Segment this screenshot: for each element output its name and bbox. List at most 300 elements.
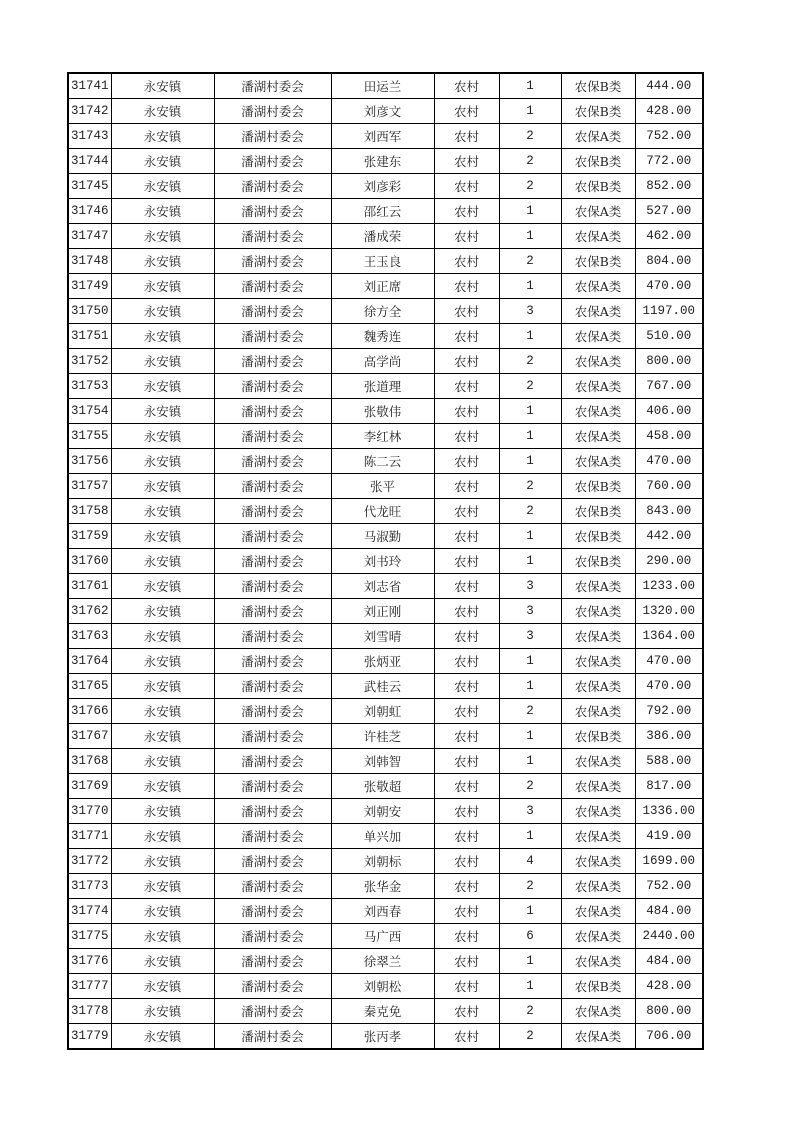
cell-area: 农村: [434, 574, 499, 599]
cell-village: 潘湖村委会: [214, 499, 331, 524]
cell-amount: 1364.00: [635, 624, 703, 649]
cell-amount: 484.00: [635, 949, 703, 974]
cell-amount: 510.00: [635, 324, 703, 349]
cell-id: 31752: [68, 349, 111, 374]
cell-amount: 752.00: [635, 124, 703, 149]
table-row: [68, 274, 703, 299]
cell-household-size: 1: [499, 899, 561, 924]
cell-town: 永安镇: [111, 624, 214, 649]
cell-name: 徐方全: [331, 299, 434, 324]
cell-category: 农保A类: [561, 949, 635, 974]
cell-name: 徐翠兰: [331, 949, 434, 974]
cell-town: 永安镇: [111, 949, 214, 974]
cell-town: 永安镇: [111, 999, 214, 1024]
cell-village: 潘湖村委会: [214, 824, 331, 849]
cell-village: 潘湖村委会: [214, 324, 331, 349]
cell-name: 张建东: [331, 149, 434, 174]
cell-category: 农保A类: [561, 1024, 635, 1050]
cell-village: 潘湖村委会: [214, 924, 331, 949]
cell-town: 永安镇: [111, 574, 214, 599]
table-row: [68, 474, 703, 499]
cell-id: 31753: [68, 374, 111, 399]
cell-category: 农保B类: [561, 99, 635, 124]
cell-name: 武桂云: [331, 674, 434, 699]
cell-town: 永安镇: [111, 99, 214, 124]
cell-area: 农村: [434, 399, 499, 424]
cell-household-size: 3: [499, 799, 561, 824]
cell-household-size: 1: [499, 424, 561, 449]
cell-town: 永安镇: [111, 699, 214, 724]
cell-area: 农村: [434, 324, 499, 349]
cell-village: 潘湖村委会: [214, 749, 331, 774]
cell-id: 31762: [68, 599, 111, 624]
cell-town: 永安镇: [111, 549, 214, 574]
cell-village: 潘湖村委会: [214, 124, 331, 149]
table-row: [68, 899, 703, 924]
cell-town: 永安镇: [111, 924, 214, 949]
cell-category: 农保A类: [561, 299, 635, 324]
cell-town: 永安镇: [111, 349, 214, 374]
cell-name: 张敬伟: [331, 399, 434, 424]
cell-category: 农保A类: [561, 224, 635, 249]
cell-household-size: 3: [499, 599, 561, 624]
table-row: [68, 699, 703, 724]
table-row: [68, 199, 703, 224]
cell-category: 农保B类: [561, 474, 635, 499]
cell-town: 永安镇: [111, 224, 214, 249]
cell-category: 农保B类: [561, 724, 635, 749]
table-row: [68, 749, 703, 774]
cell-amount: 470.00: [635, 649, 703, 674]
cell-amount: 792.00: [635, 699, 703, 724]
table-row: [68, 674, 703, 699]
table-row: [68, 124, 703, 149]
cell-id: 31754: [68, 399, 111, 424]
cell-area: 农村: [434, 499, 499, 524]
cell-category: 农保B类: [561, 499, 635, 524]
table-row: [68, 499, 703, 524]
cell-town: 永安镇: [111, 73, 214, 99]
cell-household-size: 1: [499, 73, 561, 99]
cell-area: 农村: [434, 274, 499, 299]
cell-area: 农村: [434, 73, 499, 99]
cell-town: 永安镇: [111, 874, 214, 899]
cell-amount: 752.00: [635, 874, 703, 899]
cell-area: 农村: [434, 899, 499, 924]
cell-town: 永安镇: [111, 399, 214, 424]
cell-category: 农保A类: [561, 649, 635, 674]
table-row: [68, 624, 703, 649]
table-row: [68, 849, 703, 874]
cell-amount: 1320.00: [635, 599, 703, 624]
table-body: [68, 73, 703, 1049]
cell-category: 农保A类: [561, 599, 635, 624]
cell-amount: 428.00: [635, 99, 703, 124]
table-row: [68, 99, 703, 124]
cell-village: 潘湖村委会: [214, 799, 331, 824]
cell-area: 农村: [434, 1024, 499, 1050]
cell-category: 农保A类: [561, 849, 635, 874]
cell-category: 农保A类: [561, 574, 635, 599]
cell-category: 农保A类: [561, 824, 635, 849]
cell-village: 潘湖村委会: [214, 1024, 331, 1050]
cell-village: 潘湖村委会: [214, 249, 331, 274]
cell-id: 31743: [68, 124, 111, 149]
cell-id: 31771: [68, 824, 111, 849]
cell-village: 潘湖村委会: [214, 599, 331, 624]
cell-village: 潘湖村委会: [214, 474, 331, 499]
cell-town: 永安镇: [111, 424, 214, 449]
cell-name: 邵红云: [331, 199, 434, 224]
cell-village: 潘湖村委会: [214, 899, 331, 924]
cell-town: 永安镇: [111, 324, 214, 349]
cell-name: 陈二云: [331, 449, 434, 474]
cell-name: 张敬超: [331, 774, 434, 799]
table-row: [68, 649, 703, 674]
cell-category: 农保A类: [561, 424, 635, 449]
cell-area: 农村: [434, 199, 499, 224]
table-row: [68, 149, 703, 174]
cell-village: 潘湖村委会: [214, 974, 331, 999]
cell-id: 31766: [68, 699, 111, 724]
cell-village: 潘湖村委会: [214, 549, 331, 574]
cell-id: 31744: [68, 149, 111, 174]
cell-id: 31742: [68, 99, 111, 124]
cell-amount: 386.00: [635, 724, 703, 749]
cell-name: 王玉良: [331, 249, 434, 274]
cell-category: 农保A类: [561, 749, 635, 774]
cell-id: 31759: [68, 524, 111, 549]
cell-id: 31765: [68, 674, 111, 699]
cell-household-size: 1: [499, 674, 561, 699]
cell-id: 31769: [68, 774, 111, 799]
cell-village: 潘湖村委会: [214, 149, 331, 174]
cell-village: 潘湖村委会: [214, 624, 331, 649]
cell-area: 农村: [434, 624, 499, 649]
cell-category: 农保B类: [561, 974, 635, 999]
cell-area: 农村: [434, 224, 499, 249]
cell-household-size: 3: [499, 299, 561, 324]
cell-name: 刘西春: [331, 899, 434, 924]
cell-id: 31755: [68, 424, 111, 449]
cell-amount: 1699.00: [635, 849, 703, 874]
table-row: [68, 449, 703, 474]
cell-category: 农保A类: [561, 774, 635, 799]
cell-amount: 462.00: [635, 224, 703, 249]
cell-area: 农村: [434, 799, 499, 824]
cell-village: 潘湖村委会: [214, 774, 331, 799]
cell-id: 31741: [68, 73, 111, 99]
table-row: [68, 824, 703, 849]
cell-name: 马淑勤: [331, 524, 434, 549]
table-row: [68, 174, 703, 199]
cell-area: 农村: [434, 999, 499, 1024]
cell-area: 农村: [434, 149, 499, 174]
cell-town: 永安镇: [111, 1024, 214, 1050]
cell-name: 张丙孝: [331, 1024, 434, 1050]
cell-area: 农村: [434, 99, 499, 124]
table-row: [68, 374, 703, 399]
cell-household-size: 1: [499, 199, 561, 224]
cell-id: 31747: [68, 224, 111, 249]
cell-name: 刘朝标: [331, 849, 434, 874]
cell-household-size: 2: [499, 999, 561, 1024]
cell-village: 潘湖村委会: [214, 399, 331, 424]
cell-name: 李红林: [331, 424, 434, 449]
cell-village: 潘湖村委会: [214, 424, 331, 449]
cell-household-size: 2: [499, 474, 561, 499]
cell-village: 潘湖村委会: [214, 999, 331, 1024]
cell-town: 永安镇: [111, 899, 214, 924]
cell-category: 农保A类: [561, 624, 635, 649]
cell-town: 永安镇: [111, 674, 214, 699]
cell-area: 农村: [434, 924, 499, 949]
cell-id: 31745: [68, 174, 111, 199]
cell-category: 农保A类: [561, 924, 635, 949]
cell-town: 永安镇: [111, 249, 214, 274]
cell-amount: 290.00: [635, 549, 703, 574]
table-row: [68, 799, 703, 824]
cell-household-size: 1: [499, 724, 561, 749]
cell-id: 31770: [68, 799, 111, 824]
cell-name: 张炳亚: [331, 649, 434, 674]
cell-area: 农村: [434, 424, 499, 449]
cell-name: 刘朝安: [331, 799, 434, 824]
table-row: [68, 599, 703, 624]
cell-name: 刘韩智: [331, 749, 434, 774]
cell-household-size: 2: [499, 249, 561, 274]
cell-area: 农村: [434, 549, 499, 574]
cell-amount: 767.00: [635, 374, 703, 399]
cell-town: 永安镇: [111, 649, 214, 674]
cell-town: 永安镇: [111, 449, 214, 474]
cell-id: 31758: [68, 499, 111, 524]
table-row: [68, 299, 703, 324]
cell-amount: 442.00: [635, 524, 703, 549]
cell-amount: 458.00: [635, 424, 703, 449]
cell-town: 永安镇: [111, 524, 214, 549]
cell-amount: 804.00: [635, 249, 703, 274]
cell-town: 永安镇: [111, 974, 214, 999]
cell-id: 31776: [68, 949, 111, 974]
table-row: [68, 249, 703, 274]
cell-area: 农村: [434, 449, 499, 474]
table-row: [68, 324, 703, 349]
cell-id: 31757: [68, 474, 111, 499]
cell-village: 潘湖村委会: [214, 524, 331, 549]
cell-id: 31746: [68, 199, 111, 224]
cell-village: 潘湖村委会: [214, 449, 331, 474]
cell-name: 刘志省: [331, 574, 434, 599]
cell-area: 农村: [434, 849, 499, 874]
cell-id: 31761: [68, 574, 111, 599]
cell-town: 永安镇: [111, 824, 214, 849]
cell-town: 永安镇: [111, 774, 214, 799]
cell-area: 农村: [434, 749, 499, 774]
table-row: [68, 349, 703, 374]
cell-village: 潘湖村委会: [214, 724, 331, 749]
table-row: [68, 974, 703, 999]
cell-household-size: 2: [499, 149, 561, 174]
cell-household-size: 1: [499, 399, 561, 424]
cell-amount: 800.00: [635, 349, 703, 374]
cell-area: 农村: [434, 974, 499, 999]
cell-household-size: 2: [499, 699, 561, 724]
cell-household-size: 2: [499, 499, 561, 524]
cell-town: 永安镇: [111, 299, 214, 324]
cell-amount: 817.00: [635, 774, 703, 799]
cell-name: 秦克免: [331, 999, 434, 1024]
cell-category: 农保A类: [561, 349, 635, 374]
cell-village: 潘湖村委会: [214, 299, 331, 324]
cell-area: 农村: [434, 349, 499, 374]
cell-name: 张华金: [331, 874, 434, 899]
cell-amount: 444.00: [635, 73, 703, 99]
table-row: [68, 774, 703, 799]
cell-village: 潘湖村委会: [214, 674, 331, 699]
cell-name: 刘正刚: [331, 599, 434, 624]
cell-household-size: 1: [499, 549, 561, 574]
cell-household-size: 3: [499, 624, 561, 649]
cell-id: 31772: [68, 849, 111, 874]
cell-town: 永安镇: [111, 124, 214, 149]
table-row: [68, 999, 703, 1024]
cell-name: 刘正席: [331, 274, 434, 299]
cell-amount: 852.00: [635, 174, 703, 199]
table-row: [68, 549, 703, 574]
cell-household-size: 1: [499, 224, 561, 249]
cell-household-size: 2: [499, 349, 561, 374]
cell-name: 单兴加: [331, 824, 434, 849]
cell-id: 31778: [68, 999, 111, 1024]
cell-category: 农保A类: [561, 699, 635, 724]
cell-village: 潘湖村委会: [214, 349, 331, 374]
table-row: [68, 949, 703, 974]
cell-household-size: 2: [499, 124, 561, 149]
cell-town: 永安镇: [111, 199, 214, 224]
cell-id: 31779: [68, 1024, 111, 1050]
cell-amount: 800.00: [635, 999, 703, 1024]
cell-category: 农保B类: [561, 174, 635, 199]
cell-household-size: 1: [499, 949, 561, 974]
cell-category: 农保A类: [561, 399, 635, 424]
cell-name: 许桂芝: [331, 724, 434, 749]
cell-household-size: 1: [499, 749, 561, 774]
cell-name: 张平: [331, 474, 434, 499]
cell-category: 农保A类: [561, 124, 635, 149]
cell-name: 刘朝松: [331, 974, 434, 999]
cell-category: 农保A类: [561, 374, 635, 399]
cell-household-size: 3: [499, 574, 561, 599]
table-row: [68, 1024, 703, 1050]
table-row: [68, 574, 703, 599]
cell-amount: 843.00: [635, 499, 703, 524]
cell-category: 农保B类: [561, 149, 635, 174]
cell-id: 31756: [68, 449, 111, 474]
cell-household-size: 2: [499, 774, 561, 799]
cell-id: 31767: [68, 724, 111, 749]
cell-town: 永安镇: [111, 474, 214, 499]
cell-village: 潘湖村委会: [214, 949, 331, 974]
cell-household-size: 6: [499, 924, 561, 949]
cell-household-size: 1: [499, 524, 561, 549]
cell-town: 永安镇: [111, 149, 214, 174]
cell-household-size: 2: [499, 1024, 561, 1050]
benefit-roster-table: [67, 72, 704, 1050]
cell-id: 31777: [68, 974, 111, 999]
cell-category: 农保A类: [561, 799, 635, 824]
cell-amount: 428.00: [635, 974, 703, 999]
table-row: [68, 399, 703, 424]
cell-amount: 706.00: [635, 1024, 703, 1050]
cell-village: 潘湖村委会: [214, 274, 331, 299]
cell-amount: 1233.00: [635, 574, 703, 599]
cell-town: 永安镇: [111, 849, 214, 874]
cell-area: 农村: [434, 699, 499, 724]
cell-town: 永安镇: [111, 799, 214, 824]
cell-household-size: 1: [499, 649, 561, 674]
cell-name: 潘成荣: [331, 224, 434, 249]
cell-category: 农保B类: [561, 549, 635, 574]
cell-name: 张道理: [331, 374, 434, 399]
cell-town: 永安镇: [111, 174, 214, 199]
cell-area: 农村: [434, 874, 499, 899]
cell-name: 高学尚: [331, 349, 434, 374]
table-row: [68, 224, 703, 249]
cell-category: 农保A类: [561, 324, 635, 349]
cell-category: 农保B类: [561, 524, 635, 549]
cell-name: 田运兰: [331, 73, 434, 99]
cell-amount: 1197.00: [635, 299, 703, 324]
cell-household-size: 1: [499, 274, 561, 299]
cell-household-size: 4: [499, 849, 561, 874]
cell-category: 农保A类: [561, 199, 635, 224]
cell-category: 农保A类: [561, 999, 635, 1024]
cell-area: 农村: [434, 599, 499, 624]
cell-id: 31760: [68, 549, 111, 574]
table-row: [68, 73, 703, 99]
cell-amount: 760.00: [635, 474, 703, 499]
cell-household-size: 2: [499, 374, 561, 399]
cell-household-size: 2: [499, 874, 561, 899]
cell-category: 农保B类: [561, 249, 635, 274]
cell-area: 农村: [434, 724, 499, 749]
cell-town: 永安镇: [111, 599, 214, 624]
cell-village: 潘湖村委会: [214, 699, 331, 724]
cell-amount: 470.00: [635, 274, 703, 299]
cell-area: 农村: [434, 174, 499, 199]
cell-household-size: 1: [499, 449, 561, 474]
cell-household-size: 1: [499, 324, 561, 349]
cell-area: 农村: [434, 674, 499, 699]
cell-id: 31775: [68, 924, 111, 949]
cell-id: 31774: [68, 899, 111, 924]
cell-amount: 406.00: [635, 399, 703, 424]
cell-amount: 527.00: [635, 199, 703, 224]
cell-area: 农村: [434, 824, 499, 849]
cell-village: 潘湖村委会: [214, 199, 331, 224]
cell-name: 刘彦文: [331, 99, 434, 124]
cell-name: 刘书玲: [331, 549, 434, 574]
cell-category: 农保A类: [561, 674, 635, 699]
cell-area: 农村: [434, 474, 499, 499]
table-row: [68, 924, 703, 949]
cell-town: 永安镇: [111, 499, 214, 524]
cell-town: 永安镇: [111, 724, 214, 749]
cell-id: 31763: [68, 624, 111, 649]
cell-area: 农村: [434, 374, 499, 399]
cell-area: 农村: [434, 949, 499, 974]
